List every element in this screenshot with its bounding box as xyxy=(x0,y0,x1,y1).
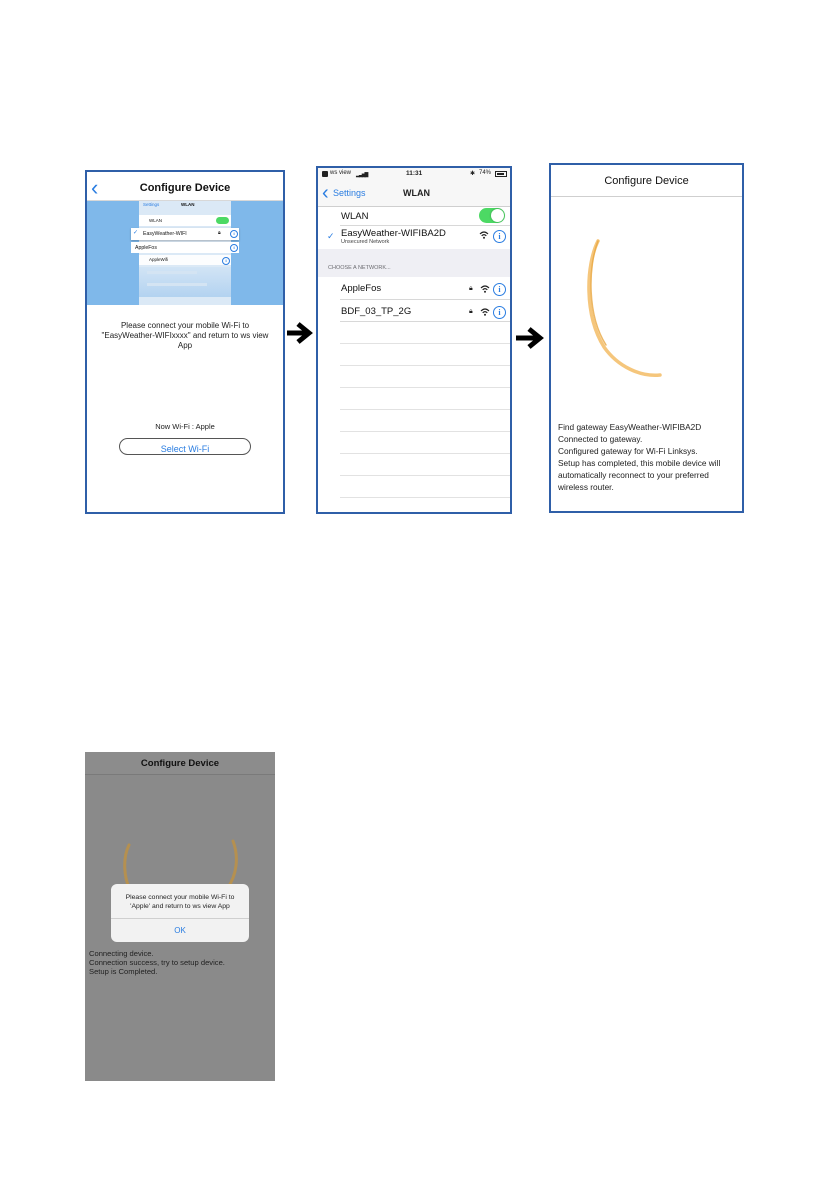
wifi-settings-illustration: Settings WLAN WLAN ✓ EasyWeather-WIFI 🔒︎ i AppleFos i AppleWifi i xyxy=(87,201,283,305)
bluetooth-icon: ✱ xyxy=(470,171,476,177)
network-info-icon[interactable]: i xyxy=(493,306,506,319)
wlan-label: WLAN xyxy=(341,211,369,222)
screen-ios-wlan-settings xyxy=(316,166,512,514)
empty-row-divider xyxy=(340,431,510,432)
alert-dialog xyxy=(111,884,249,942)
connected-network-sub: Unsecured Network xyxy=(341,239,390,245)
wifi-signal-icon xyxy=(480,285,490,293)
status-time: 11:31 xyxy=(406,170,423,177)
mini-network-row: AppleFos xyxy=(135,245,157,251)
network-row[interactable]: BDF_03_TP_2G xyxy=(341,306,412,317)
log-line: Connecting device. xyxy=(89,949,154,958)
empty-row-divider xyxy=(340,497,510,498)
page-title: Configure Device xyxy=(604,175,689,187)
log-line: Find gateway EasyWeather-WIFIBA2D xyxy=(558,422,702,432)
section-header: CHOOSE A NETWORK... xyxy=(328,265,391,271)
mini-network-row: AppleWifi xyxy=(149,257,169,262)
page-title: WLAN xyxy=(403,188,430,198)
mini-toggle xyxy=(216,217,229,224)
mini-network-row: EasyWeather-WIFI xyxy=(143,231,187,237)
screen-configure-device-1 xyxy=(85,170,285,514)
arrow-right-icon xyxy=(285,322,313,344)
network-info-icon[interactable]: i xyxy=(493,230,506,243)
select-wifi-label: Select Wi-Fi xyxy=(160,444,210,454)
page-title: Configure Device xyxy=(140,758,220,769)
dialog-message: Please connect your mobile Wi-Fi to xyxy=(125,894,235,901)
network-row[interactable]: AppleFos xyxy=(341,283,382,294)
dialog-ok-button[interactable]: OK xyxy=(174,926,186,935)
select-wifi-button[interactable] xyxy=(119,438,251,455)
lock-icon: 🔒︎ xyxy=(469,308,473,315)
back-settings-link[interactable]: Settings xyxy=(333,188,366,198)
network-info-icon[interactable]: i xyxy=(493,283,506,296)
battery-percent: 74% xyxy=(479,170,492,176)
mini-wlan-label: WLAN xyxy=(149,218,163,223)
lock-icon: 🔒︎ xyxy=(469,285,473,292)
instruction-text: Please connect your mobile Wi-Fi to "EasyWeather-WIFIxxxx" and return to ws view App xyxy=(101,321,269,350)
screen-configure-device-2 xyxy=(549,163,744,513)
page-title: Configure Device xyxy=(139,182,231,194)
empty-row-divider xyxy=(340,453,510,454)
empty-row-divider xyxy=(340,409,510,410)
wifi-signal-icon xyxy=(479,231,489,239)
log-line: wireless router. xyxy=(558,482,614,492)
log-line: Connected to gateway. xyxy=(558,434,643,444)
empty-row-divider xyxy=(340,365,510,366)
empty-row-divider xyxy=(340,475,510,476)
wlan-toggle[interactable] xyxy=(479,208,505,223)
current-wifi-label: Now Wi-Fi : Apple xyxy=(155,422,215,431)
battery-icon xyxy=(495,171,507,177)
log-line: Setup is Completed. xyxy=(89,967,158,976)
app-icon xyxy=(322,171,328,177)
empty-row-divider xyxy=(340,343,510,344)
connected-network-name[interactable]: EasyWeather-WIFIBA2D xyxy=(341,228,446,239)
log-line: Configured gateway for Wi-Fi Linksys. xyxy=(558,446,698,456)
dialog-message: 'Apple' and return to ws view App xyxy=(130,903,230,910)
empty-row-divider xyxy=(340,387,510,388)
back-chevron-icon[interactable]: ‹ xyxy=(91,175,99,200)
arrow-right-icon xyxy=(514,327,544,349)
mini-back-label: Settings xyxy=(143,202,160,207)
log-line: automatically reconnect to your preferred xyxy=(558,470,709,480)
log-line: Connection success, try to setup device. xyxy=(89,958,225,967)
connected-check-icon: ✓ xyxy=(327,231,335,241)
signal-icon: ▂▃▅▇ xyxy=(356,172,368,178)
status-bar xyxy=(318,168,510,181)
wifi-signal-icon xyxy=(480,308,490,316)
mini-title: WLAN xyxy=(181,202,195,207)
log-line: Setup has completed, this mobile device will xyxy=(558,458,721,468)
screen-configure-device-dialog xyxy=(85,752,275,1081)
carrier-label: ws view xyxy=(330,170,352,176)
loading-spinner-icon xyxy=(586,235,666,385)
back-chevron-icon[interactable]: ‹ xyxy=(322,182,329,204)
